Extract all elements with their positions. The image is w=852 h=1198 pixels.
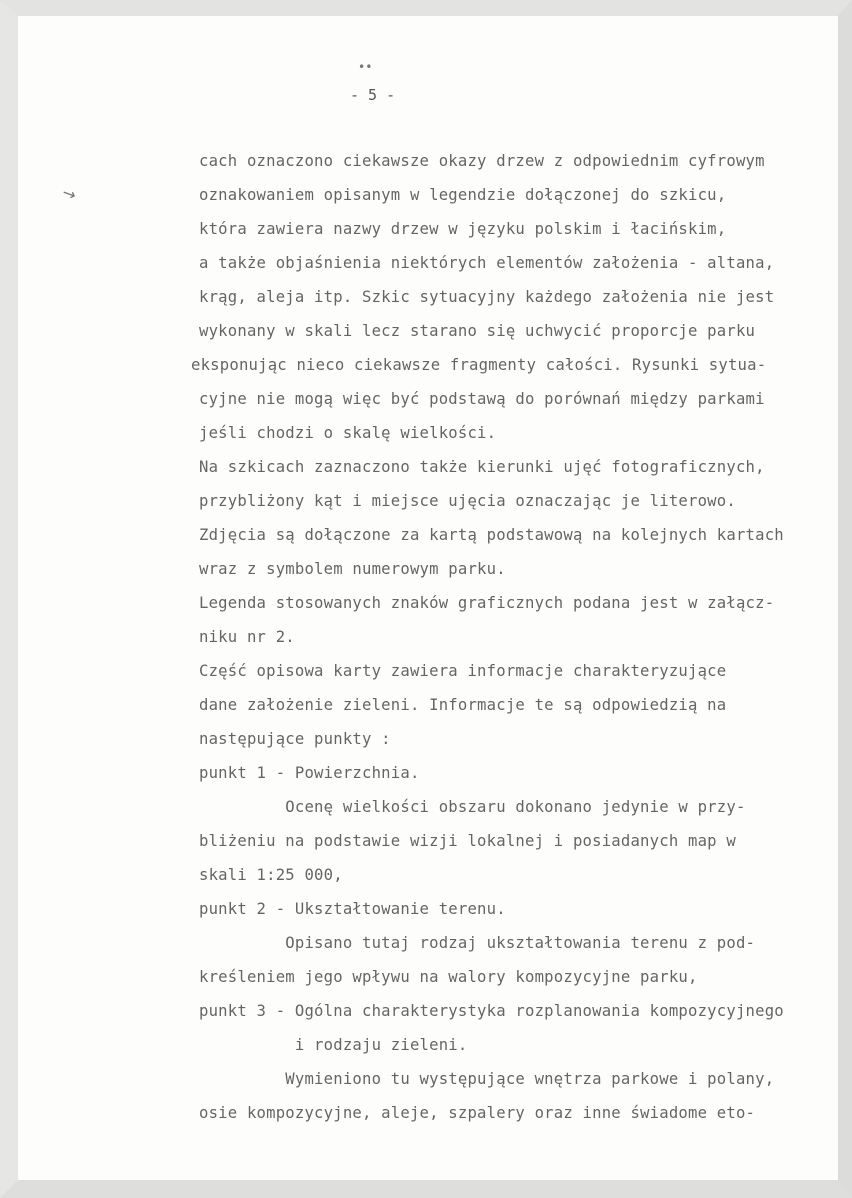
text-line: osie kompozycyjne, aleje, szpalery oraz inne świadome eto- <box>199 1104 756 1122</box>
text-line: Legenda stosowanych znaków graficznych podana jest w załącz- <box>199 594 775 612</box>
text-line: i rodzaju zieleni. <box>199 1036 468 1054</box>
text-line: cach oznaczono ciekawsze okazy drzew z odpowiednim cyfrowym <box>199 152 765 170</box>
text-line: kreśleniem jego wpływu na walory kompozycyjne parku, <box>199 968 698 986</box>
text-line: Na szkicach zaznaczono także kierunki ujęć fotograficznych, <box>199 458 765 476</box>
text-line: a także objaśnienia niektórych elementów założenia - altana, <box>199 254 775 272</box>
text-line: Ocenę wielkości obszaru dokonano jedynie w przy- <box>199 798 746 816</box>
text-line: skali 1:25 000, <box>199 866 343 884</box>
text-line: wraz z symbolem numerowym parku. <box>199 560 506 578</box>
text-line: punkt 3 - Ogólna charakterystyka rozplanowania kompozycyjnego <box>199 1002 784 1020</box>
text-line: cyjne nie mogą więc być podstawą do porównań między parkami <box>199 390 765 408</box>
page-dot: •• <box>358 60 373 74</box>
text-line: punkt 1 - Powierzchnia. <box>199 764 420 782</box>
text-line: Zdjęcia są dołączone za kartą podstawową na kolejnych kartach <box>199 526 784 544</box>
text-line: niku nr 2. <box>199 628 295 646</box>
text-line: dane założenie zieleni. Informacje te są odpowiedzią na <box>199 696 727 714</box>
text-line: następujące punkty : <box>199 730 391 748</box>
text-line: wykonany w skali lecz starano się uchwycić proporcje parku <box>199 322 756 340</box>
text-line: bliżeniu na podstawie wizji lokalnej i posiadanych map w <box>199 832 736 850</box>
text-line: oznakowaniem opisanym w legendzie dołączonej do szkicu, <box>199 186 727 204</box>
text-line: która zawiera nazwy drzew w języku polskim i łacińskim, <box>199 220 727 238</box>
text-line: Wymieniono tu występujące wnętrza parkowe i polany, <box>199 1070 775 1088</box>
text-line: punkt 2 - Ukształtowanie terenu. <box>199 900 506 918</box>
text-line: Część opisowa karty zawiera informacje charakteryzujące <box>199 662 727 680</box>
text-line: jeśli chodzi o skalę wielkości. <box>199 424 497 442</box>
margin-mark: ↘ <box>58 182 79 205</box>
text-line: eksponując nieco ciekawsze fragmenty całości. Rysunki sytua- <box>191 356 767 374</box>
text-line: przybliżony kąt i miejsce ujęcia oznaczając je literowo. <box>199 492 736 510</box>
text-line: Opisano tutaj rodzaj ukształtowania terenu z pod- <box>199 934 756 952</box>
page-number: - 5 - <box>350 86 396 104</box>
text-line: krąg, aleja itp. Szkic sytuacyjny każdego założenia nie jest <box>199 288 775 306</box>
